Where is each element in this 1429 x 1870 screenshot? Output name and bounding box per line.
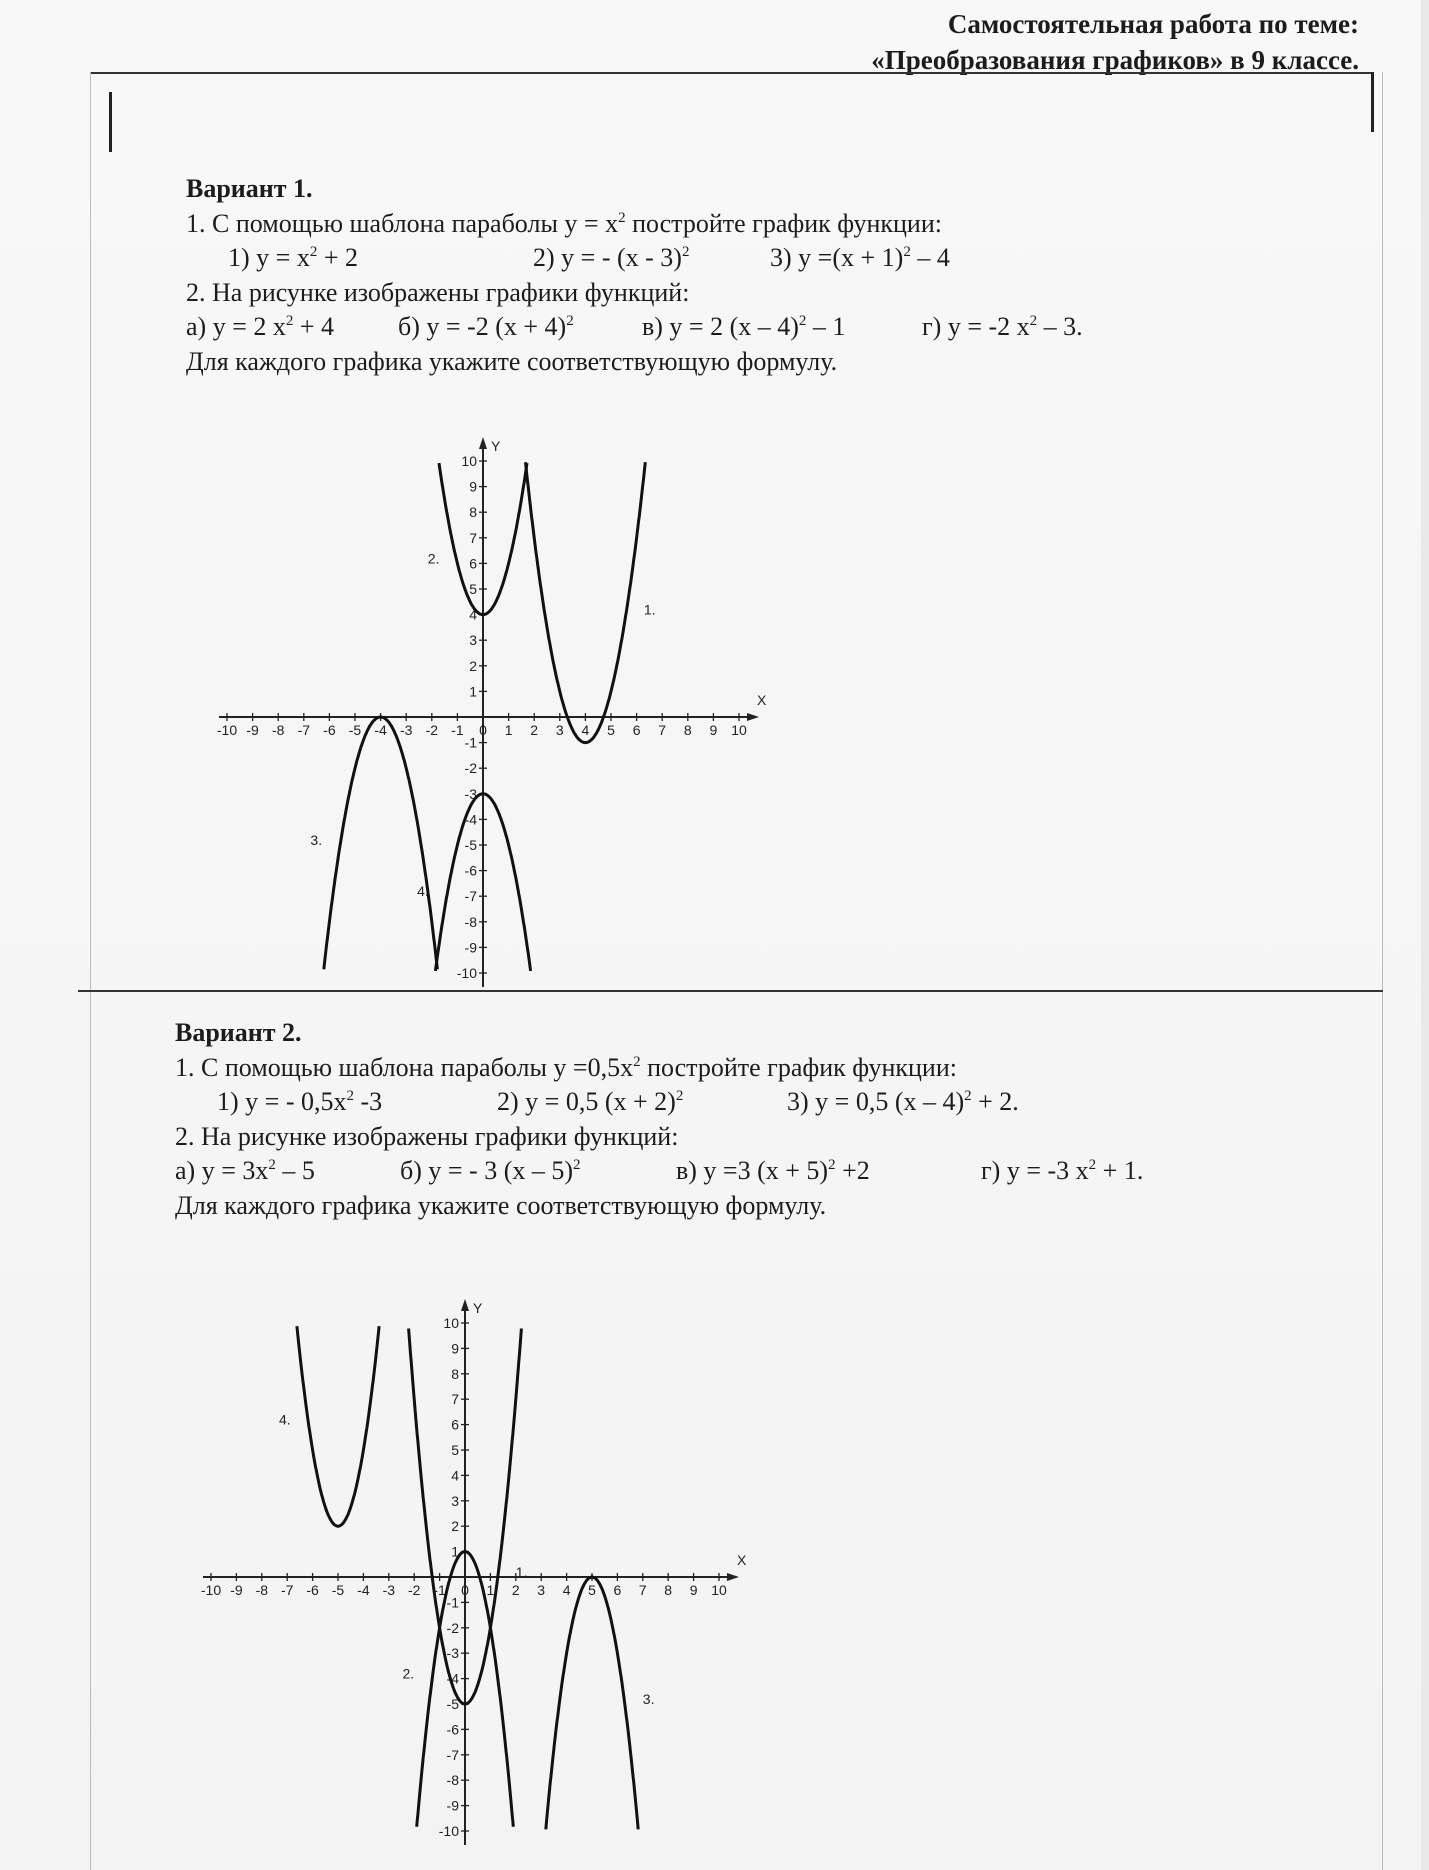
variant-2-graph — [190, 1290, 750, 1860]
task-1-text-end: постройте график функции: — [640, 1052, 957, 1082]
variant-2-instruction: Для каждого графика укажите соответствующую формулу. — [175, 1190, 827, 1220]
x-tick-label: -3 — [399, 722, 413, 738]
x-tick-label: -8 — [255, 1582, 269, 1598]
y-tick-label: 2 — [469, 657, 477, 674]
y-tick-label: 4 — [469, 606, 477, 623]
curve-label-1: 1. — [643, 601, 656, 618]
x-tick-label: 9 — [689, 1582, 698, 1598]
variant-2-options — [175, 1085, 1143, 1120]
variant-1-title: Вариант 1. — [186, 174, 313, 203]
x-tick-label: -5 — [331, 1582, 345, 1598]
y-tick-label: 10 — [461, 453, 477, 469]
x-tick-label: -7 — [297, 722, 311, 738]
variant-2-task-1 — [175, 1051, 1143, 1086]
y-tick-label: 6 — [451, 1416, 459, 1433]
x-tick-label: 3 — [537, 1582, 546, 1598]
y-tick-label: -1 — [464, 734, 477, 751]
y-axis-arrow — [461, 1299, 469, 1311]
x-tick-label: -6 — [323, 722, 336, 738]
y-tick-label: 2 — [451, 1518, 459, 1535]
variant-2-task-2: 2. На рисунке изображены графики функций: — [175, 1121, 679, 1151]
x-tick-label: 10 — [711, 1582, 727, 1598]
x-tick-label: -5 — [348, 722, 362, 738]
graph-2-svg — [190, 1290, 750, 1860]
x-tick-label: 8 — [683, 722, 692, 738]
frame-top-line — [90, 72, 1371, 74]
x-tick-label: 7 — [658, 722, 667, 738]
formula-item: в) y =3 $(x + 5)^2 +2$ — [676, 1156, 870, 1185]
option-item: 2) y = 0,5 $(x + 2)^2$ — [497, 1087, 684, 1116]
y-tick-label: -4 — [464, 811, 477, 828]
task-1-exponent: 2 — [633, 1053, 641, 1070]
formula-item: б) y = -2 $(x + 4)^2$ — [398, 312, 574, 341]
scan-mark-left — [109, 92, 112, 152]
variant-2-title: Вариант 2. — [175, 1018, 302, 1047]
task-1-exponent: 2 — [618, 209, 626, 226]
x-tick-label: 9 — [709, 722, 718, 738]
formula-item: а) y = 2 $x^2 + 4$ — [186, 312, 335, 341]
parabola-curve-3 — [324, 717, 438, 969]
variant-1-options — [186, 241, 1083, 276]
y-tick-label: -9 — [446, 1797, 459, 1814]
x-tick-label: -2 — [425, 722, 439, 738]
y-tick-label: -10 — [456, 965, 477, 981]
y-tick-label: -3 — [446, 1645, 459, 1662]
header-line-1: Самостоятельная работа по теме: — [947, 9, 1359, 39]
formula-item: г) y = -3 $x^2 + 1$. — [981, 1156, 1144, 1185]
x-tick-label: 4 — [562, 1582, 571, 1598]
y-tick-label: 5 — [451, 1442, 459, 1458]
x-tick-label: -4 — [357, 1582, 370, 1598]
frame-left-line — [90, 72, 91, 1870]
frame-right-line — [1382, 72, 1383, 1870]
curve-label-3: 3. — [642, 1691, 655, 1707]
y-tick-label: 7 — [469, 529, 477, 546]
y-tick-label: -3 — [464, 785, 477, 802]
x-tick-label: -9 — [246, 722, 259, 738]
x-tick-label: -6 — [306, 1582, 319, 1598]
x-tick-label: 6 — [632, 722, 641, 738]
y-tick-label: -5 — [464, 837, 477, 853]
task-1-text: 1. С помощью шаблона параболы y =0,5x — [175, 1052, 634, 1082]
y-tick-label: 7 — [451, 1391, 459, 1408]
formula-item: г) y = -2 $x^2 - 3$. — [922, 312, 1083, 341]
x-tick-label: 1 — [486, 1582, 495, 1598]
curve-label-1: 1. — [515, 1564, 528, 1580]
y-tick-label: -6 — [446, 1721, 459, 1738]
variant-1-instruction: Для каждого графика укажите соответствующую формулу. — [186, 346, 838, 376]
variant-1-task-2: 2. На рисунке изображены графики функций: — [186, 277, 690, 307]
x-tick-label: 8 — [664, 1582, 673, 1598]
y-tick-label: -10 — [438, 1823, 459, 1839]
y-tick-label: -5 — [446, 1696, 459, 1712]
x-tick-label: -2 — [407, 1582, 421, 1598]
x-tick-label: 0 — [461, 1582, 469, 1598]
y-tick-label: 1 — [451, 1543, 459, 1560]
curve-label-4: 4. — [278, 1411, 291, 1428]
x-axis-arrow — [747, 713, 759, 721]
y-tick-label: -1 — [446, 1594, 459, 1611]
x-axis-label: X — [737, 1552, 747, 1568]
y-tick-label: 9 — [469, 478, 477, 495]
curve-label-2: 2. — [427, 550, 440, 567]
x-tick-label: -7 — [280, 1582, 294, 1598]
y-axis-label: Y — [473, 1300, 483, 1316]
variant-1 — [186, 172, 1083, 379]
option-item: 3) y = 0,5 (x – 4)$^2$ + 2. — [787, 1087, 1019, 1116]
formula-item: б) y = - 3 (x – 5)$^2$ — [400, 1156, 581, 1185]
y-axis-label: Y — [491, 438, 501, 454]
x-tick-label: 10 — [731, 722, 747, 738]
header-line-2: «Преобразования графиков» в 9 классе. — [871, 45, 1359, 75]
scan-mark-right — [1371, 72, 1374, 132]
x-tick-label: -1 — [451, 722, 464, 738]
x-tick-label: 0 — [479, 722, 487, 738]
task-1-text-end: постройте график функции: — [625, 208, 942, 238]
variant-1-formulas — [186, 310, 1083, 345]
y-tick-label: 4 — [451, 1467, 459, 1484]
variant-1-graph — [200, 420, 780, 1000]
worksheet-header — [871, 6, 1359, 78]
y-axis-arrow — [479, 437, 487, 449]
x-tick-label: 3 — [555, 722, 564, 738]
y-tick-label: 3 — [451, 1492, 459, 1509]
x-axis-label: X — [757, 692, 767, 708]
parabola-curve-3 — [546, 1577, 638, 1829]
graph-1-svg — [200, 420, 780, 1000]
y-tick-label: -6 — [464, 862, 477, 879]
x-tick-label: 4 — [581, 722, 590, 738]
x-tick-label: 2 — [511, 1582, 520, 1598]
y-tick-label: -4 — [446, 1670, 459, 1687]
x-tick-label: -3 — [382, 1582, 396, 1598]
y-tick-label: -9 — [464, 939, 477, 956]
variant-2 — [175, 1016, 1143, 1223]
curve-label-2: 2. — [402, 1665, 415, 1682]
x-tick-label: -8 — [271, 722, 285, 738]
x-tick-label: 5 — [588, 1582, 596, 1598]
y-tick-label: 8 — [451, 1365, 459, 1382]
task-1-text: 1. С помощью шаблона параболы y = x — [186, 208, 619, 238]
y-tick-label: 8 — [469, 504, 477, 521]
y-tick-label: -7 — [464, 888, 477, 905]
option-item: 1) y = - $0,5x^2$ -3 — [217, 1087, 383, 1116]
y-tick-label: 6 — [469, 555, 477, 572]
y-tick-label: -7 — [446, 1746, 459, 1763]
y-tick-label: 10 — [443, 1315, 459, 1331]
y-tick-label: 9 — [451, 1340, 459, 1357]
x-tick-label: -4 — [374, 722, 387, 738]
x-tick-label: 6 — [613, 1582, 622, 1598]
curve-label-3: 3. — [310, 832, 323, 848]
option-item: 2) y = - (x - 3)$^2$ — [533, 243, 690, 272]
curve-label-4: 4. — [417, 883, 429, 900]
y-tick-label: -8 — [464, 913, 477, 930]
option-item: 1) $y = x^2 + 2$ — [228, 243, 358, 272]
x-tick-label: -9 — [230, 1582, 243, 1598]
x-tick-label: -10 — [216, 722, 238, 738]
option-item: 3) $y =(x + 1)^2 - 4$ — [770, 243, 950, 272]
x-tick-label: -1 — [433, 1582, 446, 1598]
y-tick-label: 1 — [469, 683, 477, 700]
x-tick-label: -10 — [200, 1582, 222, 1598]
y-tick-label: -2 — [446, 1619, 459, 1636]
formula-item: а) $y = 3x^2 - 5$ — [175, 1156, 315, 1185]
y-tick-label: 3 — [469, 632, 477, 649]
scan-edge — [1421, 0, 1429, 1870]
variant-1-task-1 — [186, 207, 1083, 242]
formula-item: в) y = 2 (x – 4)$^2$ – 1 — [642, 312, 846, 341]
x-tick-label: 5 — [607, 722, 615, 738]
x-tick-label: 1 — [504, 722, 513, 738]
y-tick-label: -8 — [446, 1772, 459, 1789]
parabola-curve-1 — [526, 462, 646, 742]
y-tick-label: -2 — [464, 760, 477, 777]
x-tick-label: 2 — [530, 722, 539, 738]
y-tick-label: 5 — [469, 581, 477, 597]
parabola-curve-4 — [297, 1326, 379, 1526]
x-tick-label: 7 — [638, 1582, 647, 1598]
variant-2-formulas — [175, 1154, 1143, 1189]
x-axis-arrow — [727, 1573, 739, 1581]
